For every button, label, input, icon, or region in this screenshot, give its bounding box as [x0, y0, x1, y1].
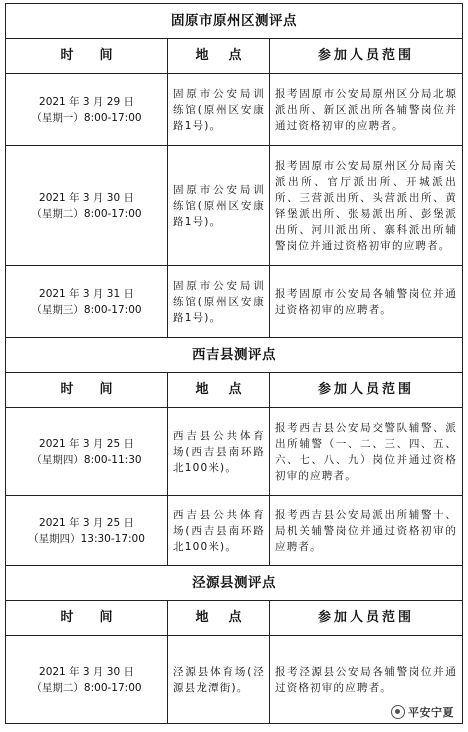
header-location: 地点 [168, 601, 270, 636]
location-cell: 西吉县公共体育场(西吉县南环路北100米)。 [168, 496, 270, 566]
scope-cell: 报考固原市公安局原州区分局北塬派出所、新区派出所各辅警岗位并通过资格初审的应聘者。 [270, 74, 463, 146]
date-text: 2021 年 3 月 29 日 [39, 95, 134, 108]
date-text: 2021 年 3 月 31 日 [39, 287, 134, 300]
date-text: 2021 年 3 月 30 日 [39, 665, 134, 678]
wechat-official-account-icon [391, 705, 405, 719]
time-cell [6, 146, 168, 266]
hours-text: （星期四）8:00-11:30 [31, 453, 142, 466]
hours-text: （星期三）8:00-17:00 [31, 303, 142, 316]
header-time: 时间 [6, 601, 168, 636]
header-row [6, 39, 463, 74]
time-cell [6, 266, 168, 338]
section-title-row [6, 4, 463, 39]
scope-cell: 报考固原市公安局原州区分局南关派出所、官厅派出所、开城派出所、三营派出所、头营派出所、黄铎堡派出所、张易派出所、彭堡派出所、河川派出所、寨科派出所辅警岗位并通过资格初审的应聘者。 [270, 146, 463, 266]
table-row [6, 266, 463, 338]
hours-text: （星期二）8:00-17:00 [31, 207, 142, 220]
section-title-row [6, 338, 463, 373]
header-time: 时间 [6, 373, 168, 408]
hours-text: （星期一）8:00-17:00 [31, 111, 142, 124]
section-title: 西吉县测评点 [6, 338, 463, 373]
section-title: 泾源县测评点 [6, 566, 463, 601]
header-location: 地点 [168, 373, 270, 408]
time-cell [6, 496, 168, 566]
scope-cell: 报考西吉县公安局交警队辅警、派出所辅警（一、二、三、四、五、六、七、八、九）岗位并通过资格初审的应聘者。 [270, 408, 463, 496]
header-time: 时间 [6, 39, 168, 74]
header-scope: 参加人员范围 [270, 601, 463, 636]
location-cell: 固原市公安局训练馆(原州区安康路1号)。 [168, 266, 270, 338]
location-cell: 固原市公安局训练馆(原州区安康路1号)。 [168, 74, 270, 146]
table-row [6, 146, 463, 266]
section-title: 固原市原州区测评点 [6, 4, 463, 39]
table-row [6, 408, 463, 496]
hours-text: （星期四）13:30-17:00 [28, 532, 145, 545]
section-title-row [6, 566, 463, 601]
schedule-table [5, 3, 463, 724]
table-row [6, 496, 463, 566]
watermark-text: 平安宁夏 [408, 706, 454, 719]
time-cell [6, 636, 168, 724]
location-cell: 泾源县体育场(泾源县龙潭街)。 [168, 636, 270, 724]
header-scope: 参加人员范围 [270, 373, 463, 408]
header-row [6, 373, 463, 408]
location-cell: 固原市公安局训练馆(原州区安康路1号)。 [168, 146, 270, 266]
date-text: 2021 年 3 月 30 日 [39, 191, 134, 204]
header-scope: 参加人员范围 [270, 39, 463, 74]
hours-text: （星期二）8:00-17:00 [31, 681, 142, 694]
table-row [6, 74, 463, 146]
header-location: 地点 [168, 39, 270, 74]
time-cell [6, 74, 168, 146]
date-text: 2021 年 3 月 25 日 [39, 516, 134, 529]
scope-cell: 报考西吉县公安局派出所辅警十、局机关辅警岗位并通过资格初审的应聘者。 [270, 496, 463, 566]
time-cell [6, 408, 168, 496]
scope-cell: 报考泾源县公安局各辅警岗位并通过资格初审的应聘者。 [270, 636, 463, 724]
date-text: 2021 年 3 月 25 日 [39, 437, 134, 450]
source-watermark [388, 701, 457, 723]
header-row [6, 601, 463, 636]
location-cell: 西吉县公共体育场(西吉县南环路北100米)。 [168, 408, 270, 496]
scope-cell: 报考固原市公安局各辅警岗位并通过资格初审的应聘者。 [270, 266, 463, 338]
